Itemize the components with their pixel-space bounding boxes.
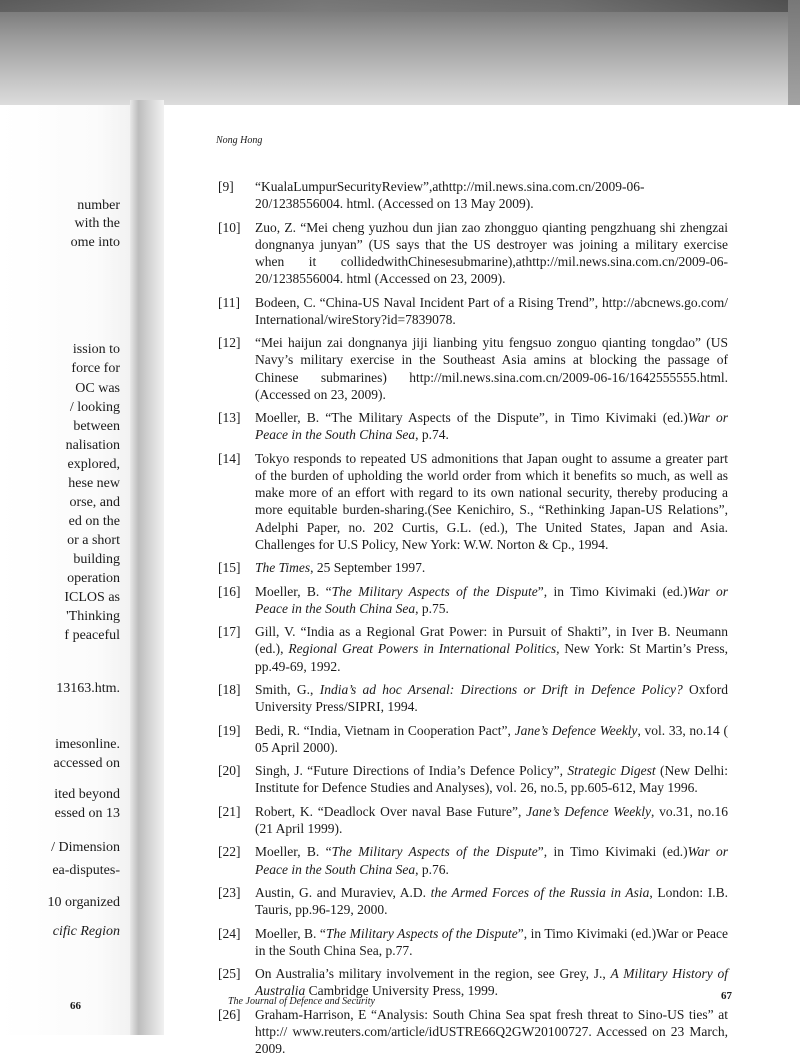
endnote-segment: ”, in Timo Kivimaki (ed.) bbox=[537, 844, 688, 860]
endnote bbox=[218, 803, 728, 837]
endnote-segment: Gill, V. “India as a Regional Grat Power: in Pursuit of Shakti”, in Iver B. Neumann (ed.), bbox=[255, 624, 728, 657]
endnote-italic-segment: the Armed Forces of the Russia in Asia bbox=[430, 884, 650, 900]
endnote-italic-segment: Jane’s Defence Weekly bbox=[514, 722, 638, 738]
endnote-text bbox=[255, 294, 728, 328]
endnote-italic-segment: The Times bbox=[255, 560, 311, 576]
endnote-italic-segment: The Military Aspects of the Dispute bbox=[325, 925, 518, 941]
left-page-fragment: / Dimension bbox=[51, 840, 120, 855]
endnote-number: [15] bbox=[218, 560, 241, 576]
endnote-segment: (New Delhi: Institute for Defence Studies and Analyses), vol. 26, no.5, pp.605-612, May 1996. bbox=[255, 763, 728, 796]
endnote-number: [25] bbox=[218, 966, 241, 982]
endnote-segment: Austin, G. and Muraviev, A.D. bbox=[255, 884, 431, 900]
endnote-number: [24] bbox=[218, 925, 241, 941]
endnote-italic-segment: Jane’s Defence Weekly bbox=[526, 803, 652, 819]
endnote-text bbox=[255, 722, 728, 756]
endnote-text bbox=[255, 884, 728, 918]
endnote bbox=[218, 965, 728, 999]
endnote-segment: Robert, K. “Deadlock Over naval Base Future”, bbox=[255, 803, 527, 819]
left-page-fragment: operation bbox=[67, 571, 120, 586]
endnote-italic-segment: Regional Great Powers in International Politics, bbox=[288, 641, 560, 657]
endnote-italic-segment: The Military Aspects of the Dispute bbox=[331, 583, 538, 599]
left-page-fragment: nalisation bbox=[65, 438, 120, 453]
left-page-fragment: between bbox=[73, 419, 120, 434]
endnote-text bbox=[255, 334, 728, 403]
endnote bbox=[218, 884, 728, 918]
endnote-segment: Bedi, R. “India, Vietnam in Cooperation Pact”, bbox=[255, 722, 515, 738]
journal-footer: The Journal of Defence and Security bbox=[228, 996, 375, 1007]
left-page-fragment: ed on the bbox=[68, 514, 120, 529]
endnote-segment: Moeller, B. “ bbox=[255, 583, 332, 599]
endnote-italic-segment: War or Peace in the South China Sea bbox=[255, 583, 729, 616]
endnote-italic-segment: War or Peace in the South China Sea bbox=[255, 410, 729, 443]
endnote-number: [16] bbox=[218, 583, 241, 599]
endnote bbox=[218, 219, 728, 288]
endnote-segment: , p.76. bbox=[415, 861, 449, 877]
endnote-text bbox=[255, 965, 728, 999]
left-page-fragment: ome into bbox=[70, 235, 120, 250]
left-page-fragment: building bbox=[73, 552, 120, 567]
endnote-segment: On Australia’s military involvement in the region, see Grey, J., bbox=[255, 966, 611, 982]
endnote-segment: , vol. 33, no.14 ( 05 April 2000). bbox=[255, 722, 729, 755]
endnote bbox=[218, 681, 728, 715]
endnote bbox=[218, 762, 728, 796]
endnote bbox=[218, 623, 728, 675]
endnote-italic-segment: War or Peace in the South China Sea bbox=[255, 844, 729, 877]
left-page-fragment: force for bbox=[71, 361, 120, 376]
endnote-italic-segment: The Military Aspects of the Dispute bbox=[331, 844, 538, 860]
endnote-number: [17] bbox=[218, 624, 241, 640]
left-page-fragment: 13163.htm. bbox=[56, 681, 120, 696]
endnote-text bbox=[255, 583, 728, 617]
left-page-fragment: ited beyond bbox=[54, 787, 120, 802]
endnote bbox=[218, 843, 728, 877]
endnote-segment: New York: St Martin’s Press, pp.49-69, 1992. bbox=[255, 641, 728, 674]
endnote-text bbox=[255, 1006, 728, 1058]
endnote-text bbox=[255, 925, 728, 959]
endnote bbox=[218, 559, 728, 576]
left-page-fragment: essed on 13 bbox=[54, 806, 120, 821]
left-page-fragment: 10 organized bbox=[47, 895, 120, 910]
endnote-segment: , p.74. bbox=[415, 427, 449, 443]
endnote bbox=[218, 334, 728, 403]
endnote-segment: , vo.31, no.16 (21 April 1999). bbox=[255, 803, 729, 836]
endnote-segment: , p.75. bbox=[415, 600, 449, 616]
endnote bbox=[218, 294, 728, 328]
left-page-fragment: or a short bbox=[67, 533, 120, 548]
endnote-italic-segment: India’s ad hoc Arsenal: Directions or Drift in Defence Policy? bbox=[319, 681, 683, 697]
endnote-text bbox=[255, 559, 728, 576]
endnote-italic-segment: A Military History of Australia bbox=[255, 966, 728, 999]
left-page-fragment: explored, bbox=[67, 457, 120, 472]
endnote-segment: Moeller, B. “ bbox=[255, 844, 332, 860]
endnote-number: [10] bbox=[218, 219, 241, 235]
endnote-text bbox=[255, 623, 728, 675]
endnote-text bbox=[255, 681, 728, 715]
endnote-segment: Zuo, Z. “Mei cheng yuzhou dun jian zao zhongguo qianting pengzhuang shi zhengzai dongnanya junyan” (US says that the US destroyer was joining a military exercise when it collidedwithChinesesubmarine),athttp://mil.news.sina.com.cn/2009-06-20/1238556004. html (Accessed on 23, 2009). bbox=[255, 219, 728, 287]
endnote-number: [22] bbox=[218, 844, 241, 860]
endnote-segment: Moeller, B. “ bbox=[255, 925, 326, 941]
endnotes-list bbox=[218, 178, 728, 1064]
endnote-segment: , London: I.B. Tauris, pp.96-129, 2000. bbox=[255, 884, 728, 918]
left-page-fragment: OC was bbox=[75, 381, 120, 396]
left-page-fragment: ission to bbox=[72, 342, 120, 357]
book-gutter bbox=[130, 100, 164, 1035]
running-head: Nong Hong bbox=[216, 135, 263, 146]
endnote-segment: Bodeen, C. “China-US Naval Incident Part of a Rising Trend”, http://abcnews.go.com/ International/wireStory?id=7839078. bbox=[255, 294, 728, 327]
endnote-segment: Oxford University Press/SIPRI, 1994. bbox=[255, 681, 728, 715]
endnote-text bbox=[255, 843, 728, 877]
left-page-fragment: ICLOS as bbox=[64, 590, 120, 605]
endnote-text bbox=[255, 178, 728, 212]
left-page-fragment: cific Region bbox=[52, 924, 120, 939]
left-page-fragment: / looking bbox=[69, 400, 120, 415]
right-page-number: 67 bbox=[721, 990, 732, 1002]
left-page-fragment: ea-disputes- bbox=[52, 863, 120, 878]
endnote bbox=[218, 722, 728, 756]
endnote-segment: Tokyo responds to repeated US admonitions that Japan ought to assume a greater part of the burden of upholding the world order from which it benefits so much, as well as make more of an effort with regard to its own national security, thereby producing a more equitable burden-sharing.(See Kenichiro, S., “Rethinking Japan-US Relations”, Adelphi Paper, no. 202 Curtis, G.L. (ed.), The United States, Japan and Asia. Challenges for U.S Policy, New York: W.W. Norton & Cp., 1994. bbox=[255, 450, 728, 552]
endnote-segment: Smith, G., bbox=[255, 681, 320, 697]
left-page-fragment: f peaceful bbox=[64, 628, 120, 643]
endnote-number: [11] bbox=[218, 294, 240, 310]
endnote-italic-segment: Strategic Digest bbox=[567, 763, 656, 779]
endnote-number: [12] bbox=[218, 335, 241, 351]
left-page-fragment: with the bbox=[74, 216, 120, 231]
endnote-segment: ”, in Timo Kivimaki (ed.) bbox=[537, 583, 688, 599]
left-page-fragment: orse, and bbox=[69, 495, 120, 510]
endnote-text bbox=[255, 409, 728, 443]
endnote-segment: Cambridge University Press, 1999. bbox=[305, 983, 498, 999]
endnote-text bbox=[255, 450, 728, 553]
endnote bbox=[218, 178, 728, 212]
background-top-edge bbox=[0, 0, 800, 12]
left-page-number: 66 bbox=[70, 1000, 81, 1012]
endnote-number: [9] bbox=[218, 179, 234, 194]
endnote-number: [14] bbox=[218, 450, 241, 466]
left-page-fragment: 'Thinking bbox=[66, 609, 120, 624]
endnote bbox=[218, 1006, 728, 1058]
endnote-segment: “KualaLumpurSecurityReview”,athttp://mil.news.sina.com.cn/2009-06-20/1238556004. html. (Accessed on 13 May 2009). bbox=[255, 179, 645, 212]
endnote-text bbox=[255, 762, 728, 796]
endnote-number: [18] bbox=[218, 681, 241, 697]
left-page-fragment: number bbox=[77, 198, 120, 213]
endnote-number: [13] bbox=[218, 410, 241, 426]
endnote bbox=[218, 409, 728, 443]
endnote-number: [20] bbox=[218, 763, 241, 779]
endnote bbox=[218, 925, 728, 959]
endnote-segment: Singh, J. “Future Directions of India’s Defence Policy”, bbox=[255, 763, 568, 779]
endnote bbox=[218, 450, 728, 553]
left-page-fragment: accessed on bbox=[53, 756, 120, 771]
endnote-text bbox=[255, 803, 728, 837]
endnote-segment: “Mei haijun zai dongnanya jiji lianbing yitu fengsuo zonguo qianting tongdao” (US Navy’s military exercise in the Southeast Asia amins at blocking the passage of Chinese submarines) http://mil.news.sina.com.cn/2009-06-16/1642555555.html. (Accessed on 23, 2009). bbox=[255, 335, 728, 402]
endnote-number: [19] bbox=[218, 722, 241, 738]
left-page-fragment: imesonline. bbox=[55, 737, 120, 752]
endnote-segment: Graham-Harrison, E “Analysis: South China Sea spat fresh threat to Sino-US ties” at http:// www.reuters.com/article/idUSTRE66Q2GW20100727. Accessed on 23 March, 2009. bbox=[255, 1006, 728, 1057]
background-top-shadow bbox=[0, 0, 800, 105]
endnote-number: [23] bbox=[218, 884, 241, 900]
left-page-fragment: hese new bbox=[68, 476, 120, 491]
endnote-number: [26] bbox=[218, 1006, 241, 1022]
endnote-number: [21] bbox=[218, 803, 241, 819]
endnote bbox=[218, 583, 728, 617]
endnote-segment: Moeller, B. “The Military Aspects of the Dispute”, in Timo Kivimaki (ed.) bbox=[255, 410, 688, 426]
endnote-text bbox=[255, 219, 728, 288]
endnote-segment: , 25 September 1997. bbox=[310, 560, 426, 576]
endnote-segment: ”, in Timo Kivimaki (ed.)War or Peace in the South China Sea, p.77. bbox=[255, 925, 728, 958]
